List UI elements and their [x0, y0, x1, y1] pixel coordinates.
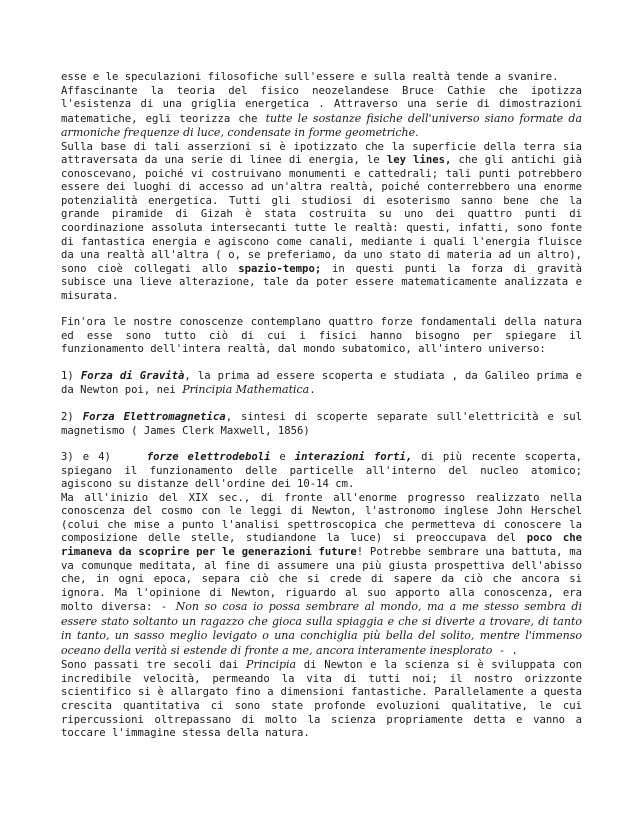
text-run: di Newton e la scienza si è sviluppata con incredibile velocità, permeando la vita di tutti noi; il nostro orizzonte scientifico si è allargato fino a dimensioni fantastiche. Parallelamente a questa crescita quantitativa ci sono state profonde evoluzioni qualitative, le cui ripercussioni oltrepassano di molto la scienza propriamente detta e vanno a toccare l'immagine stessa della natura. [61, 659, 582, 740]
bold-italic-run: Forza di Gravità [80, 369, 185, 382]
text-run: Ma all'inizio del XIX sec., di fronte all'enorme progresso realizzato nella conoscenza del cosmo con le leggi di Newton, l'astronomo inglese John Herschel (colui che mise a punto l'analisi spettroscopica che permetteva di conoscere la composizione delle stelle, studiandone la luce) si preoccupava del [61, 491, 582, 545]
text-run: Sono passati tre secoli dai [61, 659, 247, 672]
paragraph-spacer [61, 438, 582, 451]
text-run: Fin'ora le nostre conoscenze contemplano quattro forze fondamentali della natura ed esse sono tutto ciò di cui i fisici hanno bisogno per spiegare il funzionamento dell'intera realtà, dal mondo subatomico, all'intero universo: [61, 316, 582, 356]
bold-run: spazio-tempo; [238, 262, 322, 275]
bold-italic-run: Forza Elettromagnetica [82, 411, 226, 424]
list-item-nuclear [61, 451, 582, 492]
italic-run: Non so cosa io possa sembrare al mondo, ma a me stesso sembra di essere stato soltanto un ragazzo che gioca sulla spiaggia e che si diverte a trovare, di tanto in tanto, un sasso meglio levigato o una conchiglia più bella del solito, mentre l'immenso oceano della verità si estende di fronte a me, ancora interamente inesplorato [61, 600, 582, 657]
list-item-electromagnetic [61, 411, 582, 438]
paragraph-herschel-newton [61, 492, 582, 659]
list-number: 2) [61, 411, 83, 424]
text-run: ! Potrebbe sembrare una battuta, ma va comunque meditata, al fine di assumere una più giusta prospettiva dell'abisso che, in ogni epoca, separa ciò che si crede di sapere da ciò che ancora si ignora. Ma l'opinione di Newton, riguardo al suo apporto alla conoscenza, era molto diversa: - [61, 545, 582, 614]
text-run: . [309, 384, 316, 397]
italic-run: tutte le sostanze fisiche dell'universo siano formate da armoniche frequenze di luce, condensate in forme geometriche. [61, 111, 583, 140]
bold-italic-run: forze elettrodeboli [146, 451, 271, 464]
text-run: , la prima ad essere scoperta e studiata , da Galileo prima e da Newton poi, nei [61, 369, 582, 397]
text-run: esse e le speculazioni filosofiche sull'essere e sulla realtà tende a svanire. [61, 71, 559, 83]
list-number: 3) e 4) [61, 451, 147, 464]
italic-run: Principia Mathematica [182, 383, 310, 397]
text-run: , sintesi di scoperte separate sull'elettricità e sul magnetismo ( James Clerk Maxwell, 1856) [61, 411, 582, 437]
paragraph-spacer [61, 357, 582, 370]
paragraph-four-forces [61, 316, 582, 357]
text-run: e [270, 451, 295, 464]
paragraph-intro [61, 71, 582, 85]
italic-run: Principia [246, 658, 297, 672]
paragraph-ley-lines [61, 141, 582, 304]
text-run: - . [492, 644, 518, 657]
text-run: Affascinante la teoria del fisico neozelandese Bruce Cathie che ipotizza l'esistenza di una griglia energetica . Attraverso una serie di dimostrazioni matematiche, egli teorizza che [61, 84, 582, 125]
paragraph-spacer [61, 303, 582, 316]
paragraph-cathie [61, 85, 582, 141]
text-run: che gli antichi già conoscevano, poiché vi costruivano monumenti e cattedrali; tali punti potrebbero essere dei luoghi di accesso ad un'altra realtà, poiché conterrebbero una enorme potenzialità energetica. Tutti gli studiosi di esoterismo sanno bene che la grande piramide di Gizah è stata costruita su uno dei quattro punti di coordinazione assoluta intersecanti tutte le realtà: questi, infatti, sono fonte di fantastica energia e agiscono come canali, mediante i quali l'energia fluisce da una realtà all'altra ( o, se preferiamo, da uno stato di materia ad un altro), sono cioè collegati allo [61, 154, 583, 275]
text-run: Sulla base di tali asserzioni si è ipotizzato che la superficie della terra sia attraversata da una serie di linee di energia, le [61, 140, 582, 167]
paragraph-spacer [61, 398, 582, 411]
list-item-gravity [61, 370, 582, 398]
bold-italic-run: interazioni forti, [294, 451, 413, 464]
list-number: 1) [61, 369, 81, 382]
bold-run: poco che rimaneva da scoprire per le generazioni future [61, 532, 582, 558]
bold-run: ley lines, [386, 154, 452, 167]
text-run: in questi punti la forza di gravità subisce una lieve alterazione, tale da poter essere matematicamente analizzata e misurata. [61, 262, 583, 302]
text-run: di più recente scoperta, spiegano il funzionamento delle particelle all'interno del nucleo atomico; agiscono su distanze dell'ordine dei 10-14 cm. [61, 451, 582, 491]
paragraph-three-centuries [61, 658, 582, 740]
document-page [61, 71, 582, 741]
